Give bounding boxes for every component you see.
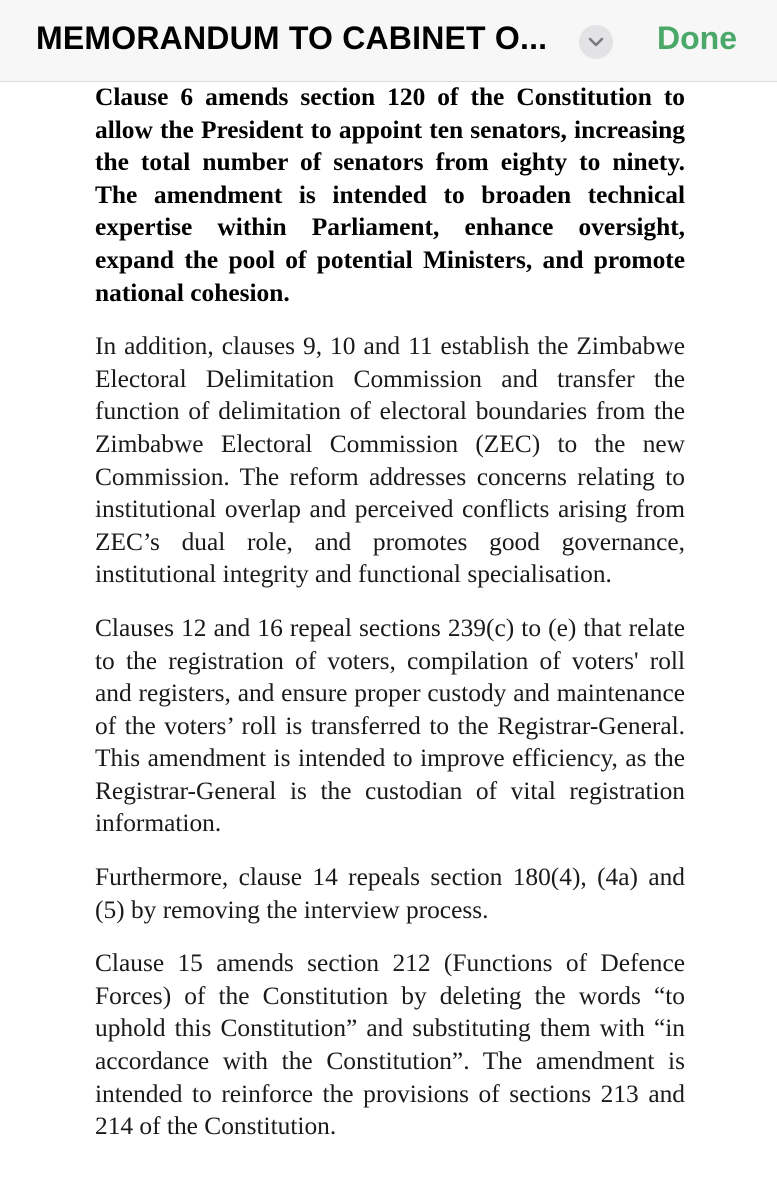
navigation-bar (0, 0, 777, 82)
paragraph-clause-6: Clause 6 amends section 120 of the Constitution to allow the President to appoint ten senators, increasing the total number of senators from eighty to ninety. The amendment is intended to broaden technical expertise within Parliament, enhance oversight, expand the pool of potential Ministers, and promote national cohesion. (95, 83, 685, 307)
document-title[interactable]: MEMORANDUM TO CABINET O... (36, 20, 548, 56)
paragraph-clause-14: Furthermore, clause 14 repeals section 180(4), (4a) and (5) by removing the interview process. (95, 863, 685, 924)
paragraph-clause-15: Clause 15 amends section 212 (Functions of Defence Forces) of the Constitution by deleting the words “to uphold this Constitution” and substituting them with “in accordance with the Constitution”. The amendment is intended to reinforce the provisions of sections 213 and 214 of the Constitution. (95, 949, 685, 1141)
chevron-down-icon (587, 36, 605, 48)
title-menu-button[interactable] (579, 25, 613, 59)
document-body (95, 81, 685, 1164)
paragraph-clauses-9-10-11: In addition, clauses 9, 10 and 11 establish the Zimbabwe Electoral Delimitation Commission and transfer the function of delimitation of electoral boundaries from the Zimbabwe Electoral Commission (ZEC) to the new Commission. The reform addresses concerns relating to institutional overlap and perceived conflicts arising from ZEC’s dual role, and promotes good governance, institutional integrity and functional specialisation. (95, 332, 685, 589)
done-button[interactable]: Done (657, 20, 737, 56)
paragraph-clauses-12-16: Clauses 12 and 16 repeal sections 239(c) to (e) that relate to the registration of voters, compilation of voters' roll and registers, and ensure proper custody and maintenance of the voters’ roll is transferred to the Registrar-General. This amendment is intended to improve efficiency, as the Registrar-General is the custodian of vital registration information. (95, 613, 685, 838)
